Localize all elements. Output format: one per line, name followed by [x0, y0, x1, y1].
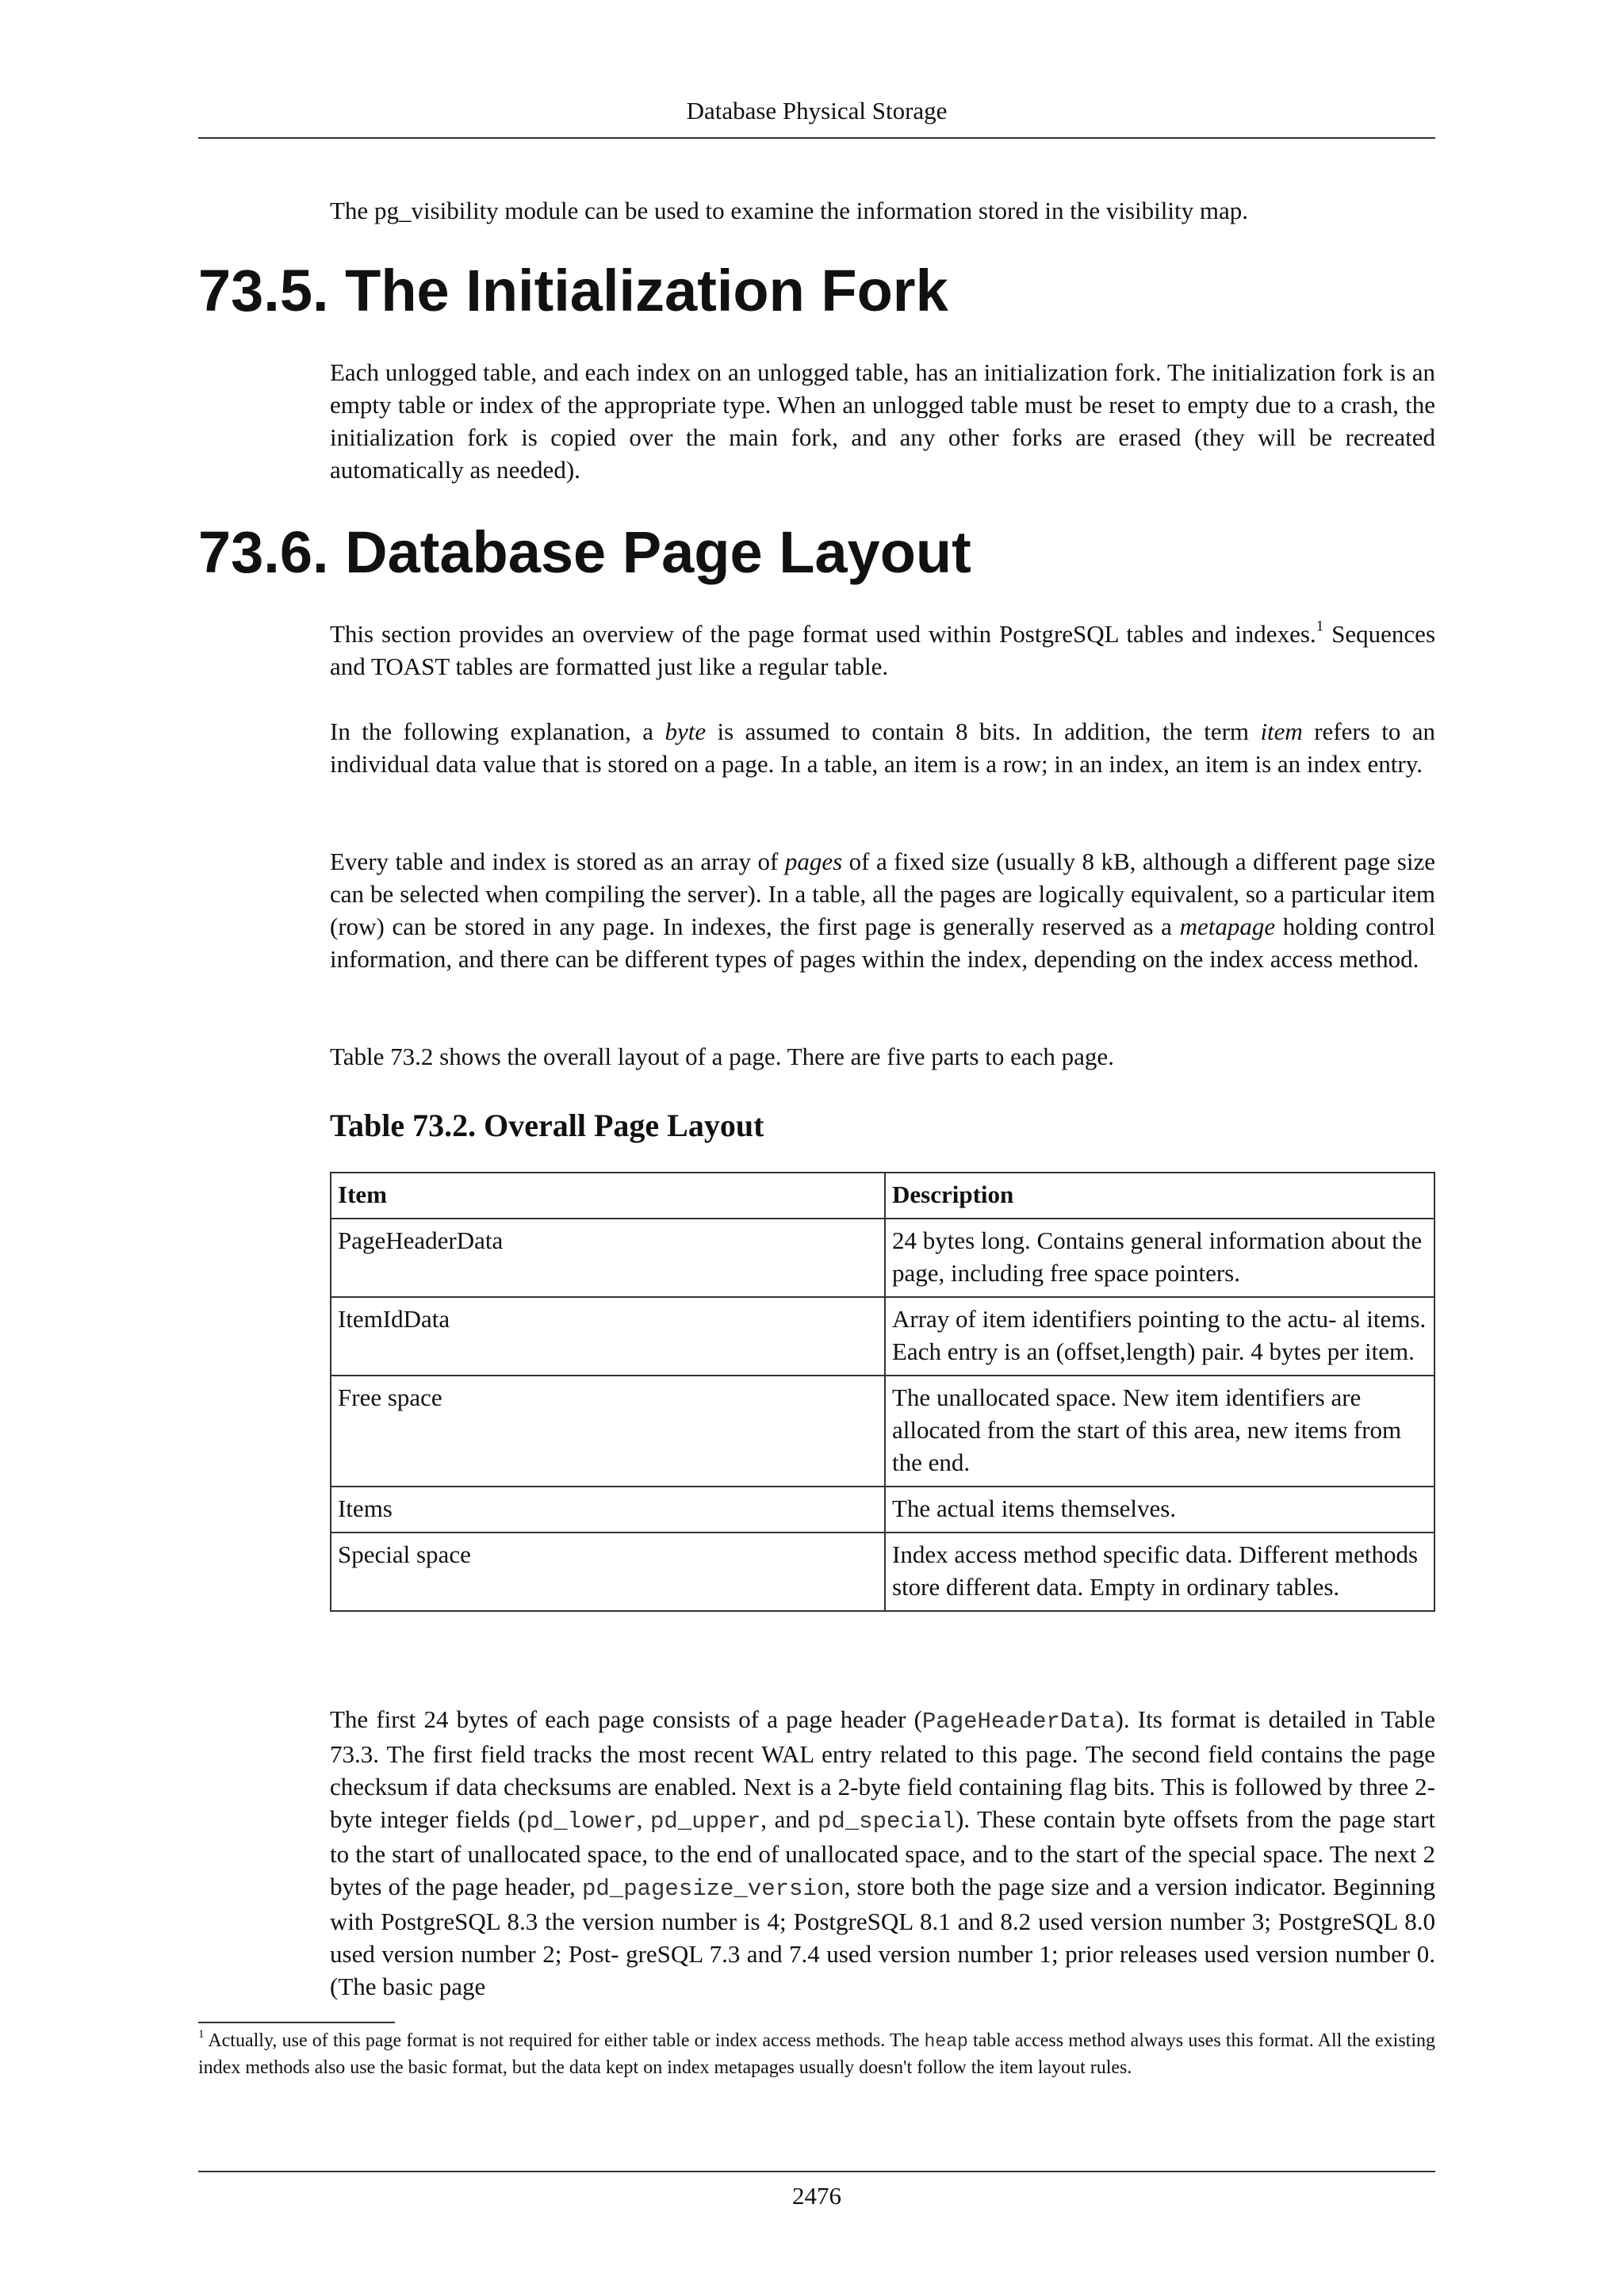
section-736-paragraph-5	[330, 1703, 1435, 2003]
section-736-paragraph-3	[330, 845, 1435, 975]
section-735-paragraph: Each unlogged table, and each index on an unlogged table, has an initialization fork. The initialization fork is an empty table or index of the appropriate type. When an unlogged table must be reset to empty due to a crash, the initialization fork is copied over the main fork, and any other forks are erased (they will be recreated automatically as needed).	[330, 358, 1435, 484]
p1-text-2: Sequences and TOAST tables are formatted just like a regular table.	[330, 620, 1436, 680]
term-item: item	[1260, 718, 1303, 745]
table-title: Table 73.2. Overall Page Layout	[330, 1108, 764, 1143]
p5-text-2: ). Its format is detailed in Table 73.3. The first field tracks the most recent WAL entry related to this page. The second field contains the page checksum if data checksums are enabled. Next is a 2-byte field containing flag bits. This is followed by three 2-byte integer fields (	[330, 1705, 1436, 1833]
p3-text-3: holding control information, and there can be different types of pages within the index, depending on the index access method.	[330, 913, 1435, 973]
term-metapage: metapage	[1179, 913, 1276, 940]
code-pd-pagesize-version: pd_pagesize_version	[582, 1876, 845, 1902]
footer-divider	[198, 2171, 1435, 2172]
term-byte: byte	[665, 718, 707, 745]
cell-item: ItemIdData	[331, 1297, 885, 1376]
cell-item: Items	[331, 1487, 885, 1533]
intro-paragraph: The pg_visibility module can be used to examine the information stored in the visibility map.	[330, 197, 1248, 224]
running-header: Database Physical Storage	[686, 97, 948, 124]
p5-text-4: , and	[760, 1805, 818, 1833]
cell-description: Index access method specific data. Different methods store different data. Empty in ordinary tables.	[885, 1533, 1434, 1611]
code-pd-lower: pd_lower	[526, 1808, 637, 1835]
p3-text-1: Every table and index is stored as an array of	[330, 848, 785, 875]
section-736-paragraph-1	[330, 618, 1435, 683]
section-736-paragraph-4: Table 73.2 shows the overall layout of a page. There are five parts to each page.	[330, 1043, 1114, 1070]
table-header-row	[331, 1173, 1434, 1219]
p5-text-5: ). These contain byte offsets from the page start to the start of unallocated space, to the end of unallocated space, and to the start of the special space. The next 2 bytes of the page header,	[330, 1805, 1435, 1900]
table-row	[331, 1297, 1434, 1376]
code-heap: heap	[924, 2031, 968, 2052]
p2-text-3: refers to an individual data value that is stored on a page. In a table, an item is a row; in an index, an item is an index entry.	[330, 718, 1435, 778]
footnote-reference[interactable]: 1	[1316, 618, 1324, 635]
p2-text-2: is assumed to contain 8 bits. In addition, the term	[706, 718, 1261, 745]
footnote-text-1: Actually, use of this page format is not required for either table or index access methods. The	[204, 2030, 925, 2051]
section-735-heading: 73.5. The Initialization Fork	[198, 258, 948, 323]
code-pd-special: pd_special	[817, 1808, 956, 1835]
p2-text-1: In the following explanation, a	[330, 718, 665, 745]
cell-description: 24 bytes long. Contains general information about the page, including free space pointers.	[885, 1219, 1434, 1297]
cell-description: Array of item identifiers pointing to the actu- al items. Each entry is an (offset,length) pair. 4 bytes per item.	[885, 1297, 1434, 1376]
code-pageheaderdata: PageHeaderData	[921, 1709, 1116, 1735]
cell-description: The unallocated space. New item identifiers are allocated from the start of this area, new items from the end.	[885, 1376, 1434, 1487]
table-row	[331, 1487, 1434, 1533]
page-layout-table	[330, 1172, 1435, 1612]
page-number: 2476	[792, 2182, 841, 2210]
column-header-item: Item	[331, 1173, 885, 1219]
cell-item: Special space	[331, 1533, 885, 1611]
footnote-divider	[198, 2022, 395, 2023]
column-header-description: Description	[885, 1173, 1434, 1219]
table-row	[331, 1533, 1434, 1611]
table-row	[331, 1376, 1434, 1487]
table-row	[331, 1219, 1434, 1297]
code-pd-upper: pd_upper	[650, 1808, 761, 1835]
footnote-text-2: table access method always uses this format. All the existing index methods also use the basic format, but the data kept on index metapages usually doesn't follow the item layout rules.	[198, 2030, 1436, 2078]
cell-item: PageHeaderData	[331, 1219, 885, 1297]
footnote-marker: 1	[198, 2027, 205, 2041]
header-divider	[198, 137, 1435, 139]
cell-description: The actual items themselves.	[885, 1487, 1434, 1533]
section-736-heading: 73.6. Database Page Layout	[198, 519, 971, 585]
p1-text: This section provides an overview of the page format used within PostgreSQL tables and indexes.	[330, 620, 1316, 648]
cell-item: Free space	[331, 1376, 885, 1487]
p5-text-1: The first 24 bytes of each page consists of a page header (	[330, 1705, 922, 1733]
p5-text-6: , store both the page size and a version indicator. Beginning with PostgreSQL 8.3 the version number is 4; PostgreSQL 8.1 and 8.2 used version number 3; PostgreSQL 8.0 used version number 2; Post- greSQL 7.3 and 7.4 used version number 1; prior releases used version number 0. (The basic page	[330, 1873, 1435, 2000]
p5-text-3: ,	[636, 1805, 651, 1833]
section-736-paragraph-2	[330, 715, 1435, 780]
footnote	[198, 2028, 1435, 2081]
p3-text-2: of a fixed size (usually 8 kB, although a different page size can be selected when compiling the server). In a table, all the pages are logically equivalent, so a particular item (row) can be stored in any page. In indexes, the first page is generally reserved as a	[330, 848, 1436, 940]
term-pages: pages	[784, 848, 843, 875]
